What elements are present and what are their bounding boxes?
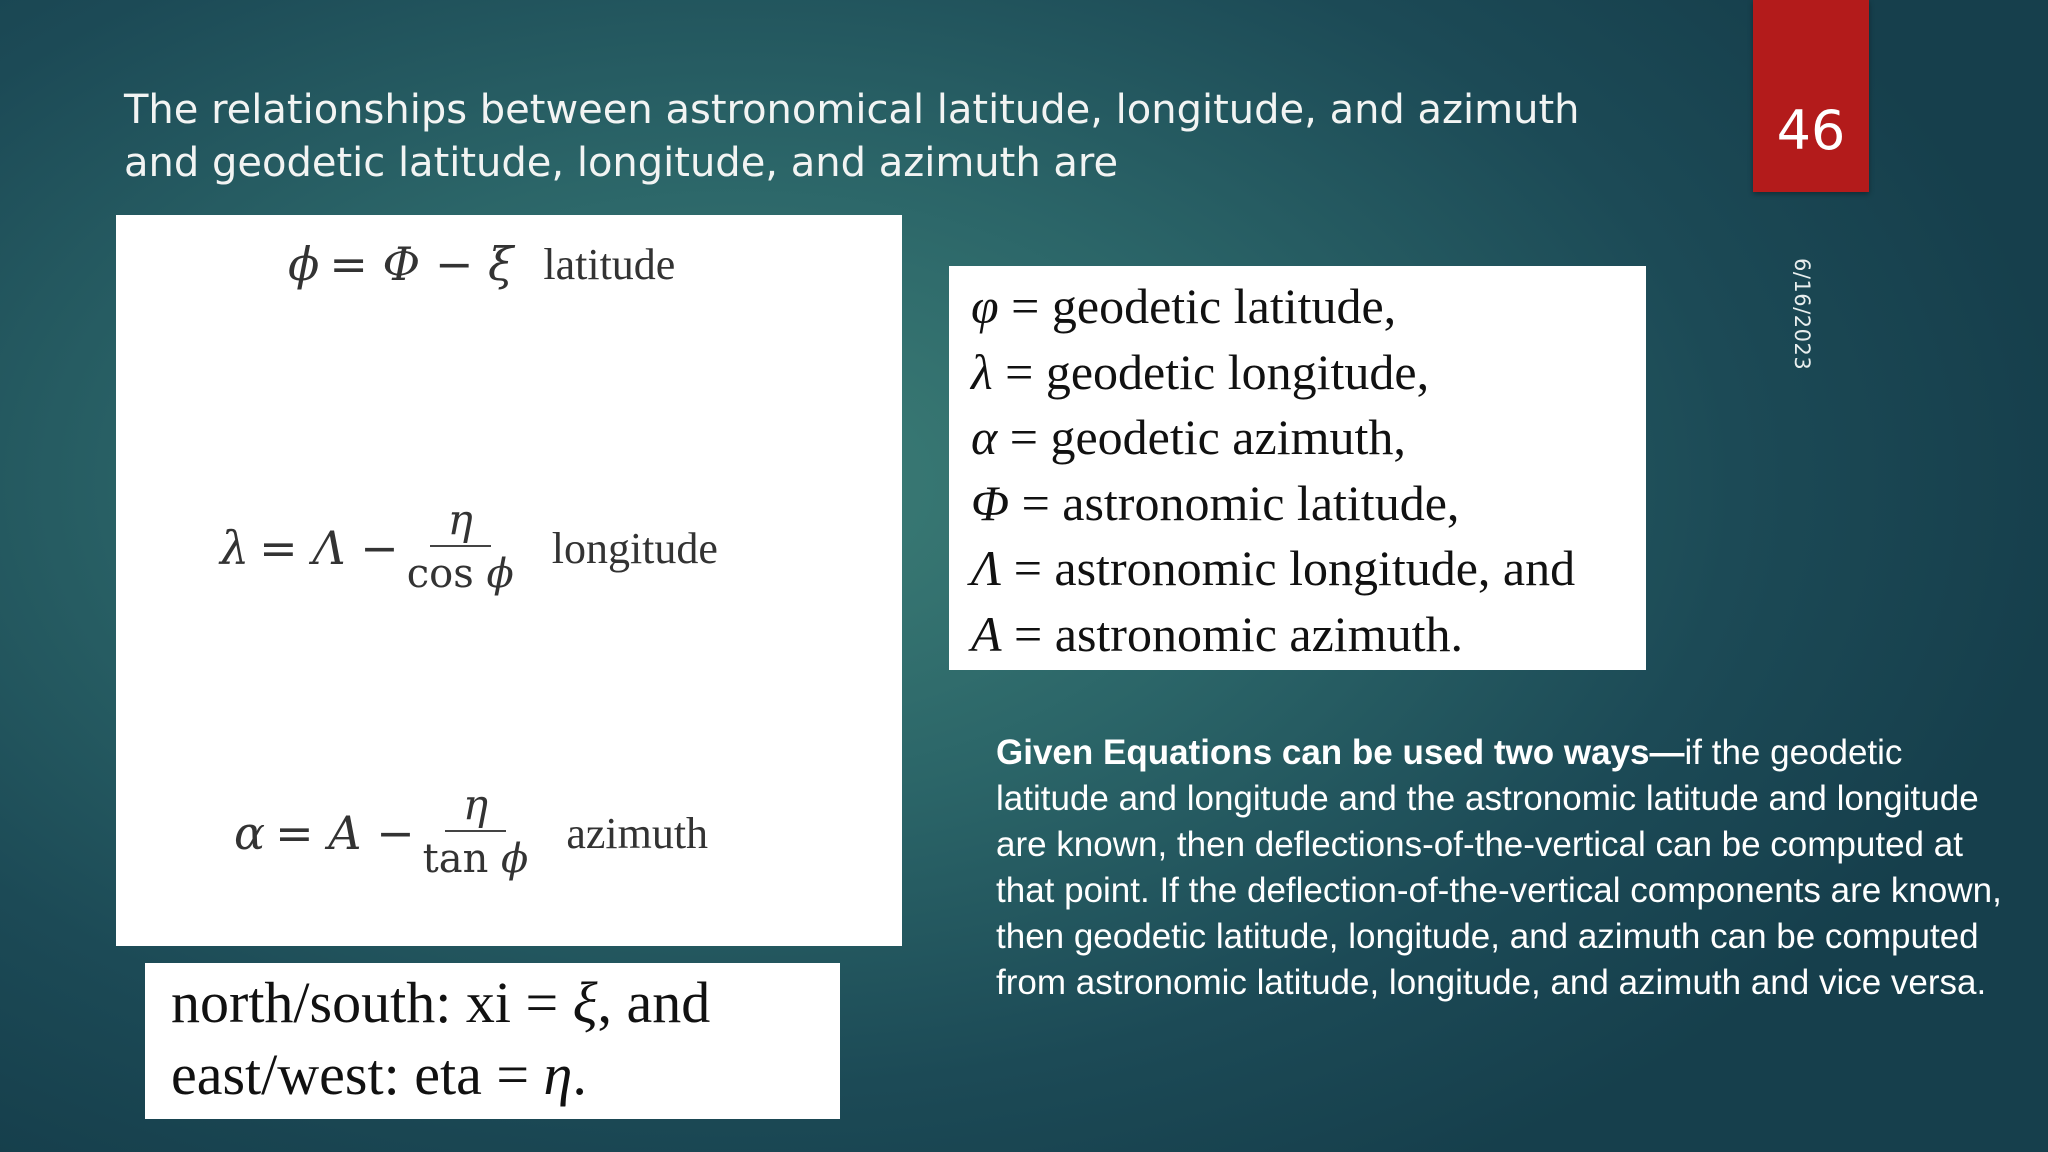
slide-title	[124, 84, 1684, 190]
definition-line: Φ = astronomic latitude,	[971, 474, 1460, 531]
fraction-numerator: η	[445, 780, 506, 832]
equations-panel	[116, 215, 902, 946]
equation-fraction	[407, 495, 514, 601]
fraction-numerator: η	[430, 495, 491, 547]
definition-line: α = geodetic azimuth,	[971, 409, 1406, 465]
paragraph-body: if the geodetic latitude and longitude and the astronomic latitude and longitude are known, then deflections-of-the-vertical can be computed at that point. If the deflection-of-the-vertical components are known, then geodetic latitude, longitude, and azimuth can be computed from astronomic latitude, longitude, and azimuth and vice versa.	[996, 733, 2002, 1002]
equation-fraction	[423, 780, 529, 886]
equation-name: azimuth	[566, 808, 709, 858]
term-line: east/west: eta = η.	[171, 1042, 587, 1107]
longitude-equation	[220, 495, 718, 601]
equation-lhs: α	[234, 806, 266, 860]
paragraph-lead: Given Equations can be used two ways—	[996, 733, 1685, 772]
azimuth-equation	[234, 780, 708, 886]
equation-lhs: λ	[220, 521, 250, 575]
fraction-denominator: tan ϕ	[422, 836, 529, 882]
deflection-terms-panel	[145, 963, 840, 1119]
definition-line: φ = geodetic latitude,	[971, 278, 1397, 334]
slide-date: 6/16/2023	[1790, 258, 1814, 371]
term-line: north/south: xi = ξ, and	[171, 970, 711, 1035]
definition-line: Λ = astronomic longitude, and	[971, 540, 1576, 596]
equation-rhs: = Λ −	[259, 521, 399, 575]
definition-line: A = astronomic azimuth.	[971, 605, 1463, 662]
equation-name: longitude	[551, 523, 718, 573]
equation-name: latitude	[543, 239, 676, 289]
slide-title-line-1: The relationships between astronomical latitude, longitude, and azimuth	[124, 87, 1580, 133]
equation-rhs: = Φ − ξ	[329, 237, 514, 291]
explanation-paragraph	[996, 730, 2006, 1006]
slide-number-badge	[1753, 0, 1869, 192]
slide-title-line-2: and geodetic latitude, longitude, and azimuth are	[124, 140, 1119, 186]
definition-line: λ = geodetic longitude,	[971, 343, 1430, 400]
slide-number: 46	[1776, 99, 1846, 162]
definitions-panel	[949, 266, 1646, 670]
equation-lhs: ϕ	[288, 237, 320, 291]
equation-rhs: = A −	[275, 806, 415, 860]
latitude-equation	[288, 237, 675, 291]
fraction-denominator: cos ϕ	[406, 551, 514, 597]
